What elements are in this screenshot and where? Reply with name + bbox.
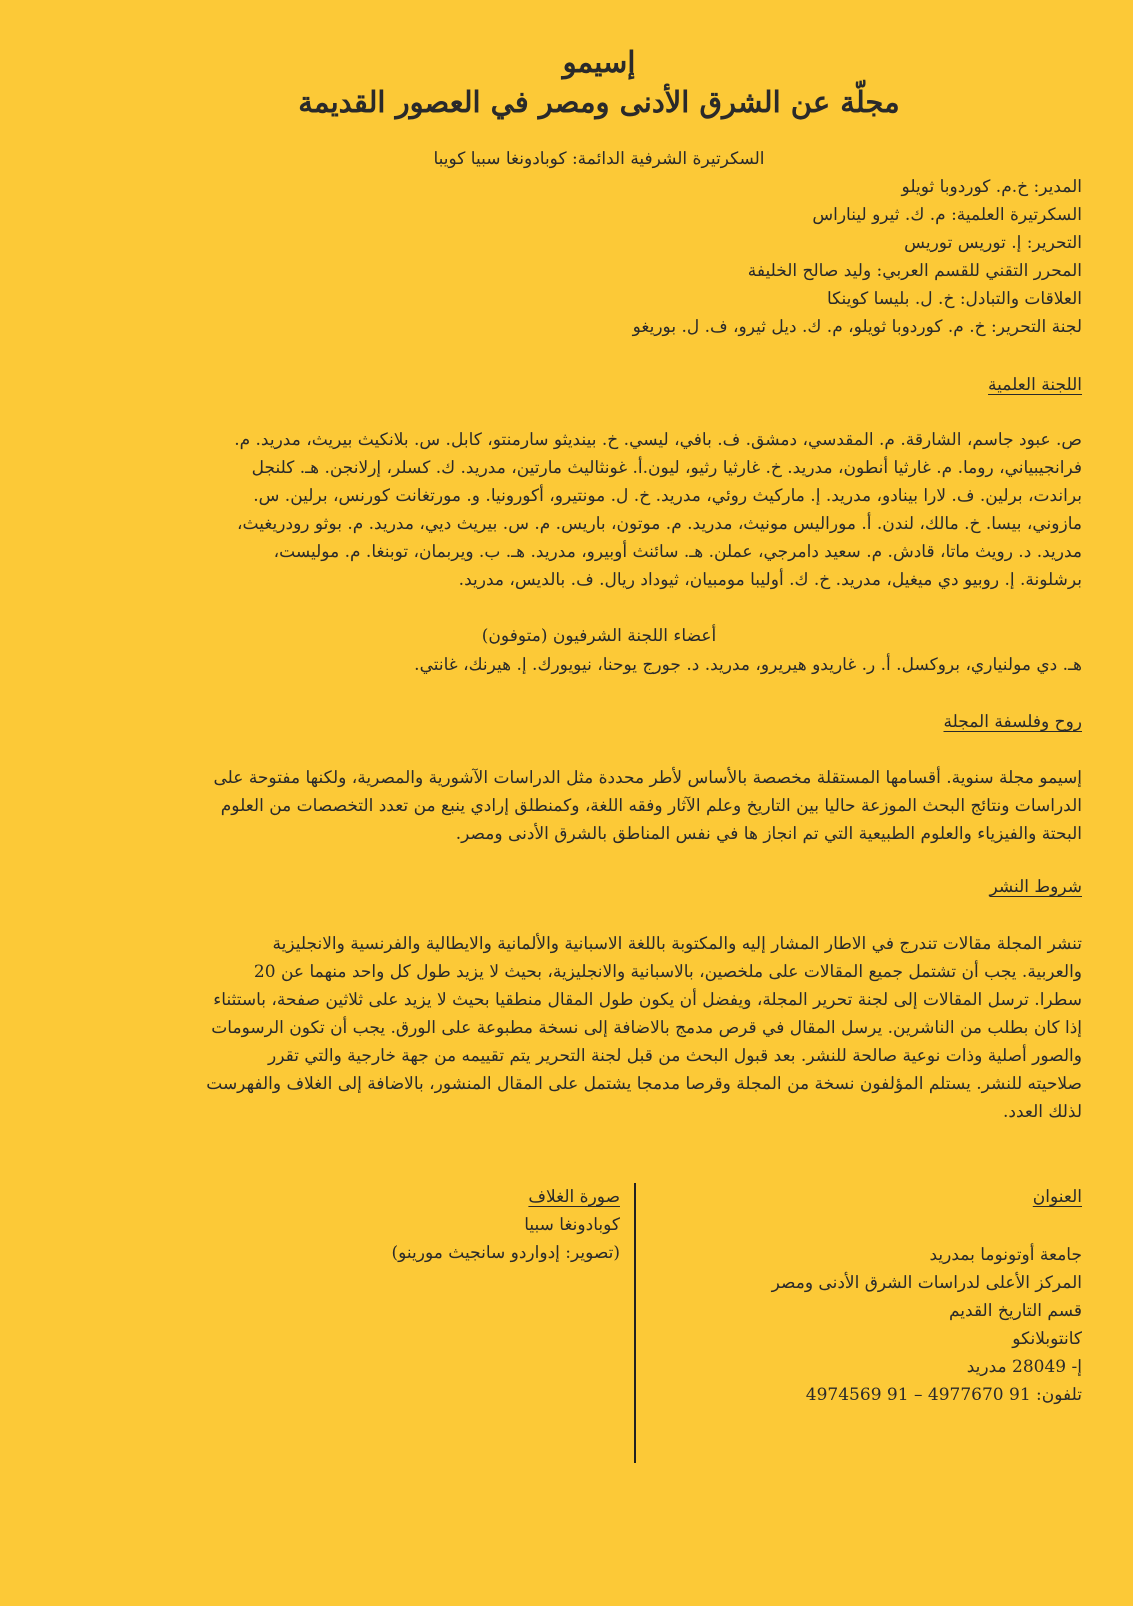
honorary-members-heading: أعضاء اللجنة الشرفيون (متوفون) bbox=[481, 626, 717, 646]
staff-line: السكرتيرة العلمية: م. ك. ثيرو ليناراس bbox=[812, 205, 1082, 225]
staff-list bbox=[633, 173, 1082, 341]
staff-line: التحرير: إ. توريس توريس bbox=[904, 233, 1082, 253]
staff-line: المحرر التقني للقسم العربي: وليد صالح الخليفة bbox=[747, 261, 1082, 281]
terms-line: لذلك العدد. bbox=[1002, 1102, 1082, 1122]
address-line: تلفون: 91 4977670 – 91 4974569 bbox=[805, 1385, 1082, 1405]
terms-line: إذا كان بطلب من الناشرين. يرسل المقال في قرص مدمج بالاضافة إلى نسخة مطبوعة على الورق. يجب أن تكون الرسومات bbox=[211, 1018, 1082, 1038]
address-line: كانتوبلانكو bbox=[1012, 1329, 1082, 1349]
terms-line: صلاحيته للنشر. يستلم المؤلفون نسخة من المجلة وقرصا مدمجا يشتمل على المقال المنشور، بالاضافة إلى الغلاف والفهرست bbox=[206, 1074, 1082, 1094]
staff-line: لجنة التحرير: خ. م. كوردوبا ثويلو، م. ك. ديل ثيرو، ف. ل. بوريغو bbox=[632, 317, 1082, 337]
terms-line: والعربية. يجب أن تشتمل جميع المقالات على ملخصين، بالاسبانية والانجليزية، بحيث لا يزيد طول كل واحد منهما عن 20 bbox=[253, 962, 1082, 982]
cover-heading: صورة الغلاف bbox=[528, 1187, 620, 1207]
philosophy-heading: روح وفلسفة المجلة bbox=[943, 712, 1082, 732]
cover-section bbox=[200, 1183, 620, 1267]
committee-line: مدريد. د. رويث ماتا، قادش. م. سعيد دامرجي، عملن. هـ. سائنث أوبيرو، مدريد. هـ. ب. ويربمان، توبنغا. م. موليست، bbox=[273, 542, 1082, 562]
committee-line: برشلونة. إ. روبيو دي ميغيل، مدريد. خ. ك. أوليبا مومبيان، ثيوداد ريال. ف. بالديس، مدريد. bbox=[458, 570, 1082, 590]
philosophy-line: إسيمو مجلة سنوية. أقسامها المستقلة مخصصة بالأساس لأطر محددة مثل الدراسات الآشورية والمصرية، ولكنها مفتوحة على bbox=[213, 768, 1082, 788]
address-heading: العنوان bbox=[1032, 1187, 1082, 1207]
address-lines bbox=[662, 1241, 1082, 1409]
committee-line: فرانجيبياني، روما. م. غارثيا أنطون، مدريد. خ. غارثيا رثيو، ليون.أ. غونثاليث مارتين، مدريد. ك. كسلر، إرلانجن. هـ. كلنجل bbox=[251, 458, 1082, 478]
address-line: قسم التاريخ القديم bbox=[948, 1301, 1082, 1321]
journal-subtitle: مجلّة عن الشرق الأدنى ومصر في العصور القديمة bbox=[298, 85, 900, 119]
philosophy-text bbox=[116, 764, 1082, 848]
cover-name: كوبادونغا سبيا bbox=[524, 1215, 620, 1235]
journal-title: إسيمو bbox=[562, 45, 636, 79]
address-section bbox=[662, 1183, 1082, 1409]
honorary-members: هـ. دي مولنياري، بروكسل. أ. ر. غاريدو هيريرو، مدريد. د. جورج يوحنا، نيويورك. إ. هيرنك، غانتي. bbox=[414, 655, 1082, 675]
staff-line: المدير: خ.م. كوردوبا ثويلو bbox=[901, 177, 1082, 197]
honorary-secretary: السكرتيرة الشرفية الدائمة: كوبادونغا سبيا كويبا bbox=[433, 149, 765, 169]
terms-line: تنشر المجلة مقالات تندرج في الاطار المشار إليه والمكتوبة باللغة الاسبانية والألمانية والايطالية والفرنسية والانجليزية bbox=[272, 934, 1082, 954]
document-body bbox=[116, 0, 1082, 1405]
terms-line: سطرا. ترسل المقالات إلى لجنة تحرير المجلة، ويفضل أن يكون طول المقال منطقيا بحيث لا يزيد على ثلاثين صفحة، باستثناء bbox=[213, 990, 1082, 1010]
committee-line: ص. عبود جاسم، الشارقة. م. المقدسي، دمشق. ف. بافي، ليسي. خ. بينديثو سارمنتو، كابل. س. بلانكيث بيريث، مدريد. م. bbox=[234, 430, 1082, 450]
cover-photo-credit: (تصوير: إدواردو سانجيث مورينو) bbox=[391, 1243, 620, 1263]
philosophy-line: البحتة والفيزياء والعلوم الطبيعية التي تم انجاز ها في نفس المناطق بالشرق الأدنى ومصر. bbox=[455, 824, 1082, 844]
address-line: المركز الأعلى لدراسات الشرق الأدنى ومصر bbox=[771, 1273, 1082, 1293]
committee-line: مازوني، بيسا. خ. مالك، لندن. أ. موراليس مونيث، مدريد. م. موتون، باريس. م. س. بيريث ديي، مدريد. م. بوثو رودريغيث، bbox=[237, 514, 1082, 534]
scientific-committee-list bbox=[116, 426, 1082, 594]
scientific-committee-heading: اللجنة العلمية bbox=[988, 375, 1082, 395]
publication-terms-heading: شروط النشر bbox=[989, 877, 1082, 897]
publication-terms-text bbox=[116, 930, 1082, 1126]
address-line: جامعة أوتونوما بمدريد bbox=[929, 1245, 1082, 1265]
staff-line: العلاقات والتبادل: خ. ل. بليسا كوينكا bbox=[826, 289, 1082, 309]
terms-line: والصور أصلية وذات نوعية صالحة للنشر. بعد قبول البحث من قبل لجنة التحرير يتم تقييمه من جهة خارجية والتي تقرر bbox=[268, 1046, 1082, 1066]
philosophy-line: الدراسات ونتائج البحث الموزعة حاليا بين التاريخ وعلم الآثار وفقه اللغة، وكمنطلق إرادي ينبع من تعدد التخصصات من العلوم bbox=[220, 796, 1082, 816]
committee-line: براندت، برلين. ف. لارا بينادو، مدريد. إ. ماركيث روئي، مدريد. خ. ل. مونتيرو، أكورونيا. و. مورتغانت كورنس، برلين. س. bbox=[253, 486, 1082, 506]
column-divider bbox=[634, 1183, 636, 1463]
address-line: إ- 28049 مدريد bbox=[966, 1357, 1082, 1377]
